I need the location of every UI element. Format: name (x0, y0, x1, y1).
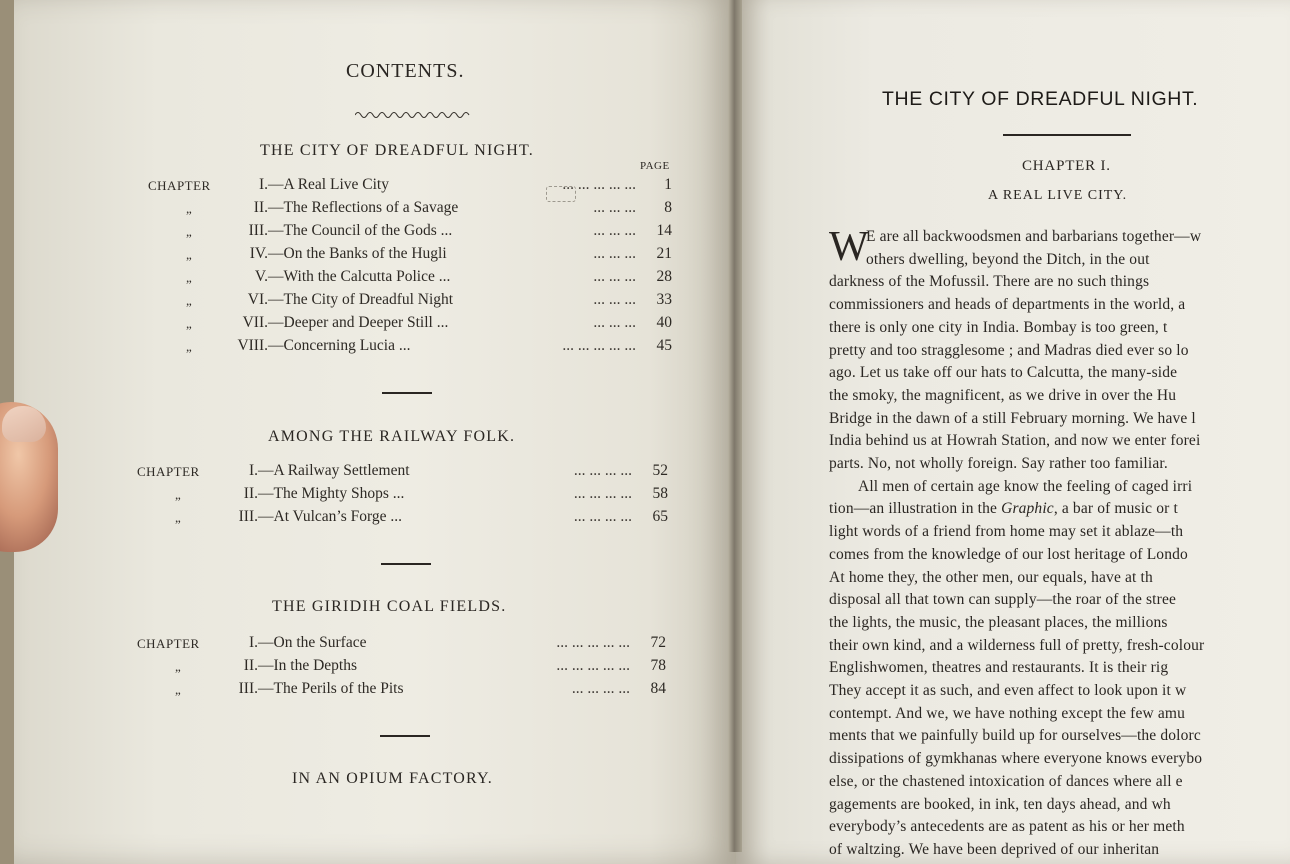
toc-entry[interactable] (0, 634, 700, 654)
page-number: 52 (652, 462, 668, 479)
section-title: THE GIRIDIH COAL FIELDS. (272, 598, 507, 615)
dot-leader: ... ... ... ... (571, 680, 630, 697)
toc-entry[interactable] (0, 680, 700, 700)
toc-entry[interactable] (0, 462, 700, 482)
body-line: comes from the knowledge of our lost heritage of Londo (829, 545, 1188, 563)
dot-leader: ... ... ... ... (573, 462, 632, 479)
page-number: 84 (650, 680, 666, 697)
body-line: Bridge in the dawn of a still February morning. We have l (829, 409, 1196, 427)
chapter-numeral: III. (248, 222, 268, 239)
page-number: 28 (656, 268, 672, 285)
page-number: 72 (650, 634, 666, 651)
page-number: 78 (650, 657, 666, 674)
body-line: there is only one city in India. Bombay is too green, t (829, 318, 1168, 336)
chapter-numeral: II. (253, 199, 268, 216)
chapter-label: „ (186, 316, 193, 331)
section-rule (380, 735, 430, 737)
chapter-title: —A Railway Settlement (258, 462, 410, 479)
chapter-title: —The City of Dreadful Night (268, 291, 454, 308)
chapter-numeral: II. (243, 485, 258, 503)
section-rule (381, 563, 431, 565)
chapter-subtitle: A REAL LIVE CITY. (988, 188, 1128, 203)
thumb-nail (2, 406, 46, 442)
dot-leader: ... ... ... ... (573, 508, 632, 526)
toc-entry[interactable] (0, 199, 700, 219)
section-title: THE CITY OF DREADFUL NIGHT. (260, 142, 535, 159)
chapter-label: „ (186, 224, 193, 239)
chapter-numeral: I. (248, 462, 258, 479)
page-number: 40 (656, 314, 672, 331)
body-line: parts. No, not wholly foreign. Say rather too familiar. (829, 455, 1168, 472)
chapter-label: CHAPTER (137, 464, 200, 479)
dot-leader: ... ... ... ... ... (562, 176, 636, 193)
toc-entry[interactable] (0, 222, 700, 242)
chapter-label: „ (186, 270, 193, 285)
dot-leader: ... ... ... ... ... (556, 657, 630, 674)
body-line: gagements are booked, in ink, ten days ahead, and wh (829, 795, 1171, 813)
dot-leader: ... ... ... (593, 268, 636, 285)
chapter-label: „ (186, 339, 193, 354)
chapter-numeral: II. (243, 657, 258, 674)
page-number: 14 (656, 222, 672, 239)
chapter-title: —The Perils of the Pits (258, 680, 404, 697)
ornament-squiggle (355, 110, 473, 120)
page-number: 58 (652, 485, 668, 503)
body-line: India behind us at Howrah Station, and now we enter forei (829, 432, 1201, 450)
body-line: commissioners and heads of departments in the world, a (829, 296, 1186, 314)
chapter-title: —On the Banks of the Hugli (268, 245, 447, 262)
body-line: their own kind, and a wilderness full of pretty, fresh-colour (829, 636, 1205, 654)
chapter-label: „ (175, 510, 182, 526)
dot-leader: ... ... ... ... ... (556, 634, 630, 651)
body-line: They accept it as such, and even affect to look upon it w (829, 682, 1187, 699)
chapter-title: —The Council of the Gods ... (268, 222, 453, 239)
chapter-numeral: VIII. (237, 337, 268, 354)
chapter-label: „ (175, 487, 182, 503)
chapter-numeral: VII. (242, 314, 268, 331)
page-number: 33 (656, 291, 672, 308)
body-line: At home they, the other men, our equals, have at th (829, 568, 1153, 586)
dot-leader: ... ... ... ... (573, 485, 632, 503)
dot-leader: ... ... ... (593, 222, 636, 239)
section-title: IN AN OPIUM FACTORY. (292, 770, 493, 787)
page-number: 21 (656, 245, 672, 262)
body-line: ments that we painfully build up for ourselves—the dolorc (829, 727, 1201, 745)
chapter-label: „ (175, 659, 182, 674)
section-title: AMONG THE RAILWAY FOLK. (268, 428, 516, 445)
contents-title: CONTENTS. (346, 60, 465, 82)
body-line: dissipations of gymkhanas where everyone knows everybo (829, 750, 1203, 768)
page-number: 45 (656, 337, 672, 354)
dot-leader: ... ... ... (593, 314, 636, 331)
page-column-label: PAGE (640, 160, 670, 172)
section-rule (382, 392, 432, 394)
chapter-numeral: VI. (247, 291, 268, 308)
chapter-title: —A Real Live City (268, 176, 389, 193)
chapter-title: —In the Depths (258, 657, 358, 674)
body-line: disposal all that town can supply—the roar of the stree (829, 591, 1177, 609)
body-line: of waltzing. We have been deprived of our inheritan (829, 840, 1160, 858)
chapter-title: —The Reflections of a Savage (268, 199, 459, 216)
chapter-numeral: V. (254, 268, 268, 285)
body-line: All men of certain age know the feeling of caged irri (858, 477, 1193, 495)
chapter-title: —With the Calcutta Police ... (268, 268, 451, 285)
chapter-numeral: IV. (249, 245, 268, 262)
body-line: ago. Let us take off our hats to Calcutta, the many-side (829, 364, 1178, 382)
chapter-numeral: I. (248, 634, 258, 651)
chapter-label: CHAPTER (137, 636, 200, 651)
book-gutter (728, 0, 742, 852)
chapter-numeral: I. (258, 176, 268, 193)
chapter-label: CHAPTER (148, 178, 211, 193)
page-number: 8 (664, 199, 672, 216)
body-line: E are all backwoodsmen and barbarians together—w (866, 228, 1202, 245)
dot-leader: ... ... ... (593, 245, 636, 262)
title-rule (1003, 134, 1131, 136)
toc-entry[interactable] (0, 314, 700, 334)
toc-entry[interactable] (0, 485, 700, 505)
body-line: tion—an illustration in the Graphic, a bar of music or t (829, 500, 1178, 518)
body-line: everybody’s antecedents are as patent as his or her meth (829, 818, 1185, 836)
chapter-numeral: III. (238, 508, 258, 526)
toc-entry[interactable] (0, 337, 700, 357)
toc-entry[interactable] (0, 245, 700, 265)
body-line: darkness of the Mofussil. There are no such things (829, 273, 1150, 291)
chapter-numeral: III. (238, 680, 258, 697)
chapter-title: —Deeper and Deeper Still ... (268, 314, 449, 331)
body-line: Englishwomen, theatres and restaurants. It is their rig (829, 659, 1169, 677)
chapter-number: CHAPTER I. (1022, 158, 1111, 174)
dot-leader: ... ... ... (593, 199, 636, 216)
page-number: 1 (664, 176, 672, 193)
dot-leader: ... ... ... (593, 291, 636, 308)
toc-entry[interactable] (0, 657, 700, 677)
chapter-label: „ (175, 682, 182, 697)
page-number: 65 (652, 508, 668, 526)
chapter-title: —The Mighty Shops ... (258, 485, 405, 503)
chapter-label: „ (186, 247, 193, 262)
chapter-title: —Concerning Lucia ... (268, 337, 411, 354)
body-line: contempt. And we, we have nothing except the few amu (829, 704, 1186, 722)
drop-cap: W (829, 224, 869, 270)
toc-entry[interactable] (0, 268, 700, 288)
toc-entry[interactable] (0, 176, 700, 196)
chapter-page-title: THE CITY OF DREADFUL NIGHT. (882, 88, 1199, 110)
toc-entry[interactable] (0, 508, 700, 528)
body-line: pretty and too stragglesome ; and Madras died ever so lo (829, 341, 1189, 359)
toc-entry[interactable] (0, 291, 700, 311)
body-line: the lights, the music, the pleasant places, the millions (829, 613, 1168, 631)
body-line: the smoky, the magnificent, as we drive in over the Hu (829, 386, 1177, 404)
body-line: else, or the chastened intoxication of dances where all e (829, 772, 1183, 790)
body-line: others dwelling, beyond the Ditch, in the out (866, 250, 1150, 268)
chapter-title: —On the Surface (258, 634, 367, 651)
dot-leader: ... ... ... ... ... (562, 337, 636, 354)
chapter-label: „ (186, 201, 193, 216)
chapter-label: „ (186, 293, 193, 308)
chapter-title: —At Vulcan’s Forge ... (258, 508, 403, 526)
body-line: light words of a friend from home may set it ablaze—th (829, 523, 1184, 541)
